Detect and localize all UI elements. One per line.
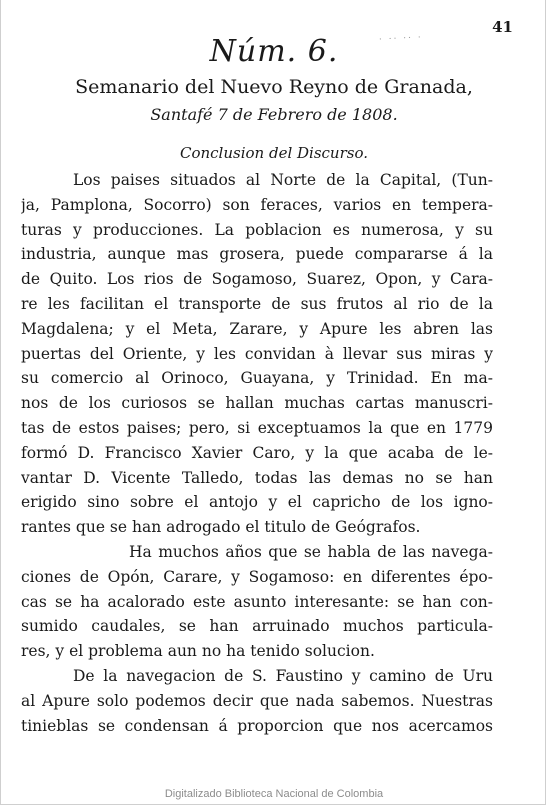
issue-number: Núm. 6. [209,34,339,69]
text-line: erigido sino sobre el antojo y el capricho de los igno- [21,493,493,512]
text-line: re les facilitan el transporte de sus frutos al rio de la [21,294,493,313]
text-line: res, y el problema aun no ha tenido solucion. [21,642,375,661]
text-line: vantar D. Vicente Talledo, todas las demas no se han [21,468,493,487]
section-title: Conclusion del Discurso. [179,144,368,162]
text-line: formó D. Francisco Xavier Caro, y la que acaba de le- [21,443,493,462]
text-line: Magdalena; y el Meta, Zarare, y Apure les abren las [21,319,493,338]
dateline: Santafé 7 de Febrero de 1808. [150,105,398,124]
text-line: turas y producciones. La poblacion es numerosa, y su [21,220,493,239]
text-line: de Quito. Los rios de Sogamoso, Suarez, Opon, y Cara- [21,270,493,289]
page-number: 41 [492,18,513,36]
text-line: ciones de Opón, Carare, y Sogamoso: en diferentes épo- [21,567,493,586]
text-line: Los paises situados al Norte de la Capital, (Tun- [73,171,493,189]
text-line: tinieblas se condensan á proporcion que nos acercamos [21,716,493,735]
text-line: De la navegacion de S. Faustino y camino de Uru [73,666,493,685]
masthead-title: Semanario del Nuevo Reyno de Granada, [75,76,473,98]
text-line: ja, Pamplona, Socorro) son feraces, varios en tempera- [21,195,493,214]
text-line: rantes que se han adrogado el titulo de Geógrafos. [21,518,421,537]
text-line: cas se ha acalorado este asunto interesante: se han con- [21,592,493,611]
text-line: Ha muchos años que se habla de las navega- [129,542,493,561]
library-stamp: · ·· ·· · [378,32,423,46]
digitization-footer: Digitalizado Biblioteca Nacional de Colombia [164,788,384,800]
text-line: sumido caudales, se han arruinado muchos particula- [21,617,493,636]
text-line: nos de los curiosos se hallan muchas cartas manuscri- [21,394,493,413]
text-line: su comercio al Orinoco, Guayana, y Trinidad. En ma- [21,369,493,388]
text-line: puertas del Oriente, y les convidan à llevar sus miras y [21,344,493,363]
text-line: al Apure solo podemos decir que nada sabemos. Nuestras [21,691,493,710]
text-line: tas de estos paises; pero, si exceptuamos la que en 1779 [21,418,493,437]
text-line: industria, aunque mas grosera, puede compararse á la [21,245,493,264]
article-body [21,168,493,738]
